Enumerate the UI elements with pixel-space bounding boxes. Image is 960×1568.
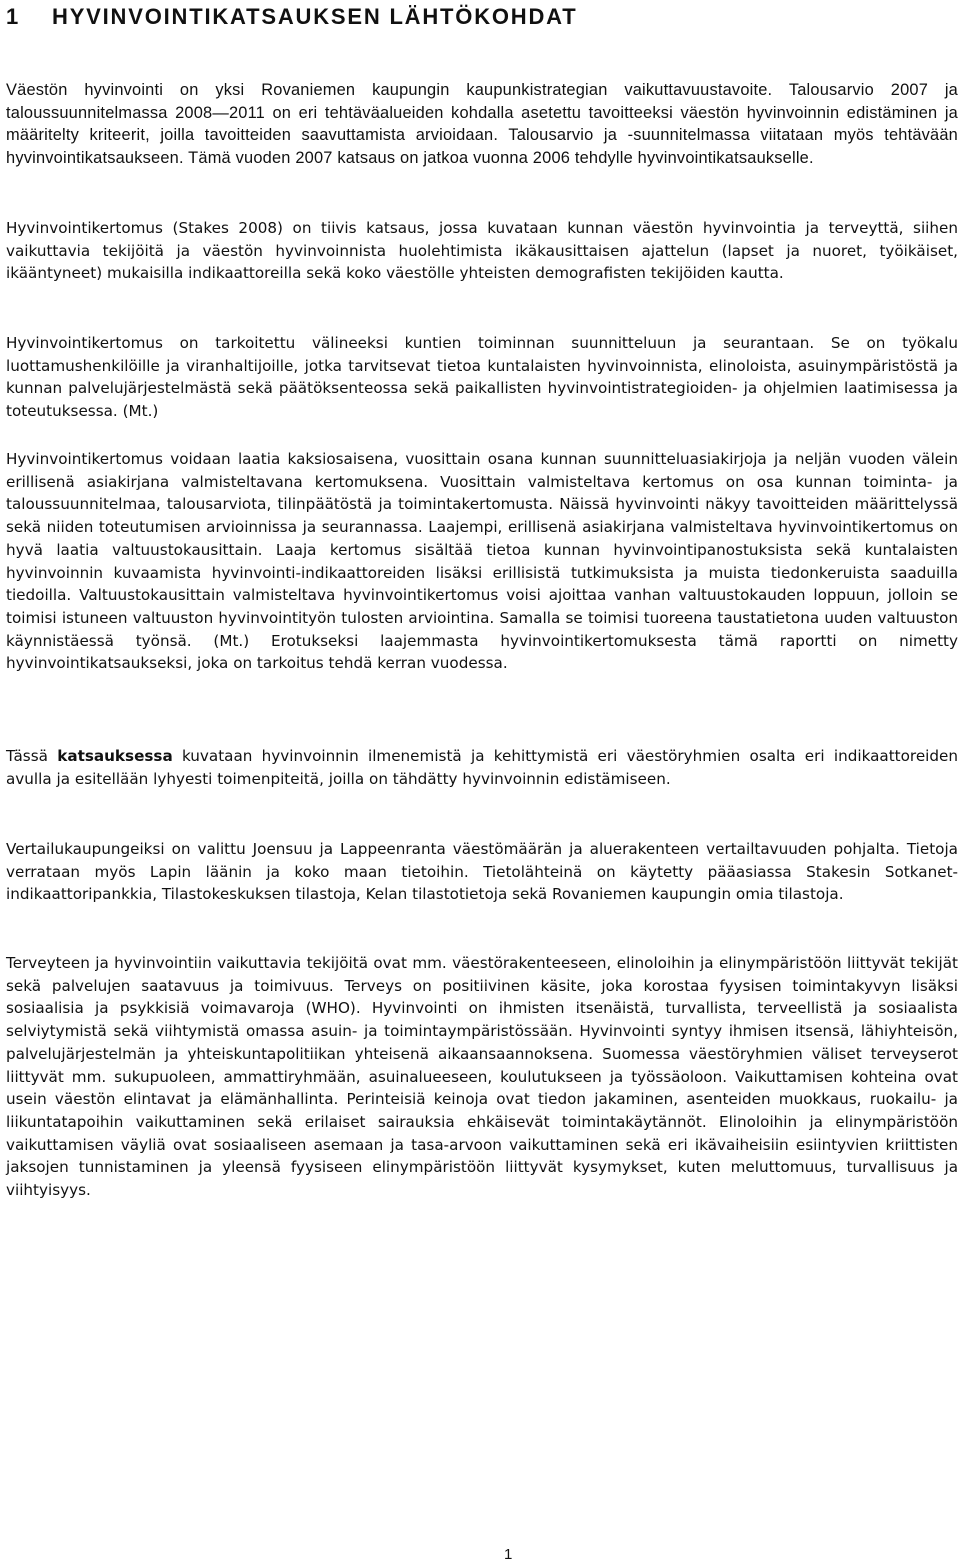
emphasized-word: katsauksessa <box>57 747 173 765</box>
paragraph-comparison-cities: Vertailukaupungeiksi on valittu Joensuu ja Lappeenranta väestömäärän ja aluerakenteen vertailtavuuden pohjalta. Tietoja verrataan myös Lapin läänin ja koko maan tietoihin. Tietolähteinä on käytetty pääasiassa Stakesin Sotkanet-indikaattoripankkia, Tilastokeskuksen tilastoja, Kelan tilastotietoja sekä Rovaniemen kaupungin omia tilastoja. <box>6 840 958 904</box>
section-heading <box>6 4 577 30</box>
paragraph-this-review-end: kuvataan hyvinvoinnin ilmenemistä ja kehittymistä eri väestöryhmien osalta eri indikaattoreiden avulla ja esitellään lyhyesti toimenpiteitä, joilla on tähdätty hyvinvoinnin edistämiseen. <box>6 747 958 788</box>
section-number: 1 <box>6 4 21 29</box>
paragraph-purpose: Hyvinvointikertomus on tarkoitettu välineeksi kuntien toiminnan suunnitteluun ja seurantaan. Se on työkalu luottamushenkilöille ja viranhaltijoille, jotka tarvitsevat tietoa kuntalaisten hyvinvoinnista, elinoloista, asuinympäristöstä ja kunnan palvelujärjestelmästä sekä päätöksenteossa sekä paikallisten hyvinvointistrategioiden- ja ohjelmien laatimisessa ja toteutuksessa. (Mt.) <box>6 334 958 421</box>
paragraph-health-factors: Terveyteen ja hyvinvointiin vaikuttavia tekijöitä ovat mm. väestörakenteeseen, elinoloihin ja elinympäristöön liittyvät tekijät sekä palvelujen saatavuus ja toimivuus. Terveys on positiivinen käsite, joka korostaa fyysisen toimintakyvyn lisäksi sosiaalisia ja psykkisiä voimavaroja (WHO). Hyvinvointi on ihmisten itsenäistä, turvallista, terveellistä ja sosiaalista selviytymistä sekä viihtymistä omassa asuin- ja toimintaympäristössään. Hyvinvointi syntyy ihmisen itsensä, lähiyhteisön, palvelujärjestelmän ja yhteiskuntapolitiikan yhteisenä aikaansaannoksena. Suomessa väestöryhmien väliset terveyserot liittyvät mm. sukupuoleen, ammattiryhmään, asuinalueeseen, koulutukseen ja työssäoloon. Vaikuttamisen kohteina ovat usein väestön elintavat ja elämänhallinta. Perinteisiä keinoja ovat tiedon jakaminen, asenteiden muokkaus, ruokailu- ja liikuntatapoihin vaikuttaminen sekä erilaiset sairauksia ehkäisevät toimintakäytännöt. Elinoloihin ja elinympäristöön vaikuttamisen väyliä ovat sosiaaliseen asemaan ja tasa-arvoon vaikuttaminen sekä eri ikävaiheisiin esiintyvien kriittisten jaksojen tunnistaminen ja yleensä fyysiseen elinympäristöön liittyvät kysymykset, kuten meluttomuus, turvallisuus ja viihtyisyys. <box>6 954 958 1200</box>
section-title: HYVINVOINTIKATSAUKSEN LÄHTÖKOHDAT <box>52 4 578 29</box>
paragraph-intro: Väestön hyvinvointi on yksi Rovaniemen kaupungin kaupunkistrategian vaikuttavuustavoite. Talousarvio 2007 ja taloussuunnitelmassa 2008—2011 on eri tehtäväalueiden kohdalla asetettu tavoitteeksi väestön hyvinvoinnin edistäminen ja määritelty kriteerit, joilla tavoitteiden saavuttamista arvioidaan. Talousarvio ja -suunnitelmassa viitataan myös tehtävään hyvinvointikatsaukseen. Tämä vuoden 2007 katsaus on jatkoa vuonna 2006 tehdylle hyvinvointikatsaukselle. <box>6 81 958 168</box>
paragraph-this-review-start: Tässä <box>6 747 58 765</box>
paragraph-stakes: Hyvinvointikertomus (Stakes 2008) on tiivis katsaus, jossa kuvataan kunnan väestön hyvinvointia ja terveyttä, siihen vaikuttavia tekijöitä ja väestön hyvinvoinnista huolehtimista ikäkausittaisen ajattelun (lapset ja nuoret, työikäiset, ikääntyneet) mukaisilla indikaattoreilla sekä koko väestölle yhteisten demografisten tekijöiden kautta. <box>6 219 958 283</box>
paragraph-this-review <box>6 745 958 790</box>
page-number: 1 <box>504 1546 513 1563</box>
paragraph-two-part-report: Hyvinvointikertomus voidaan laatia kaksiosaisena, vuosittain osana kunnan suunnitteluasiakirjoja ja neljän vuoden välein erillisenä asiakirjana valmisteltavana kertomuksena. Vuosittain valmisteltava kertomus on osa kunnan toiminta- ja taloussuunnitelmaa, talousarviota, tilinpäätöstä ja toimintakertomusta. Näissä hyvinvointi näkyy tavoitteiden määrittelyssä sekä niiden toteutumisen arvioinnissa ja seurannassa. Laajempi, erillisenä asiakirjana valmisteltava hyvinvointikertomus on hyvä laatia valtuustokausittain. Laaja kertomus sisältää tietoa kunnan hyvinvointipanostuksista sekä kuntalaisten hyvinvoinnin kuvaamista hyvinvointi-indikaattoreiden lisäksi erillisistä tutkimuksista ja muista tiedonkeruista saaduilla tiedoilla. Valtuustokausittain valmisteltava hyvinvointikertomus voisi ajoittaa vanhan valtuustokauden loppuun, jolloin se toimisi istuneen valtuuston hyvinvointityön tulosten arviointina. Samalla se toimisi tuoreena taustatietona uuden valtuuston käynnistäessä työnsä. (Mt.) Erotukseksi laajemmasta hyvinvointikertomuksesta tämä raportti on nimetty hyvinvointikatsaukseksi, joka on tarkoitus tehdä kerran vuodessa. <box>6 450 958 673</box>
